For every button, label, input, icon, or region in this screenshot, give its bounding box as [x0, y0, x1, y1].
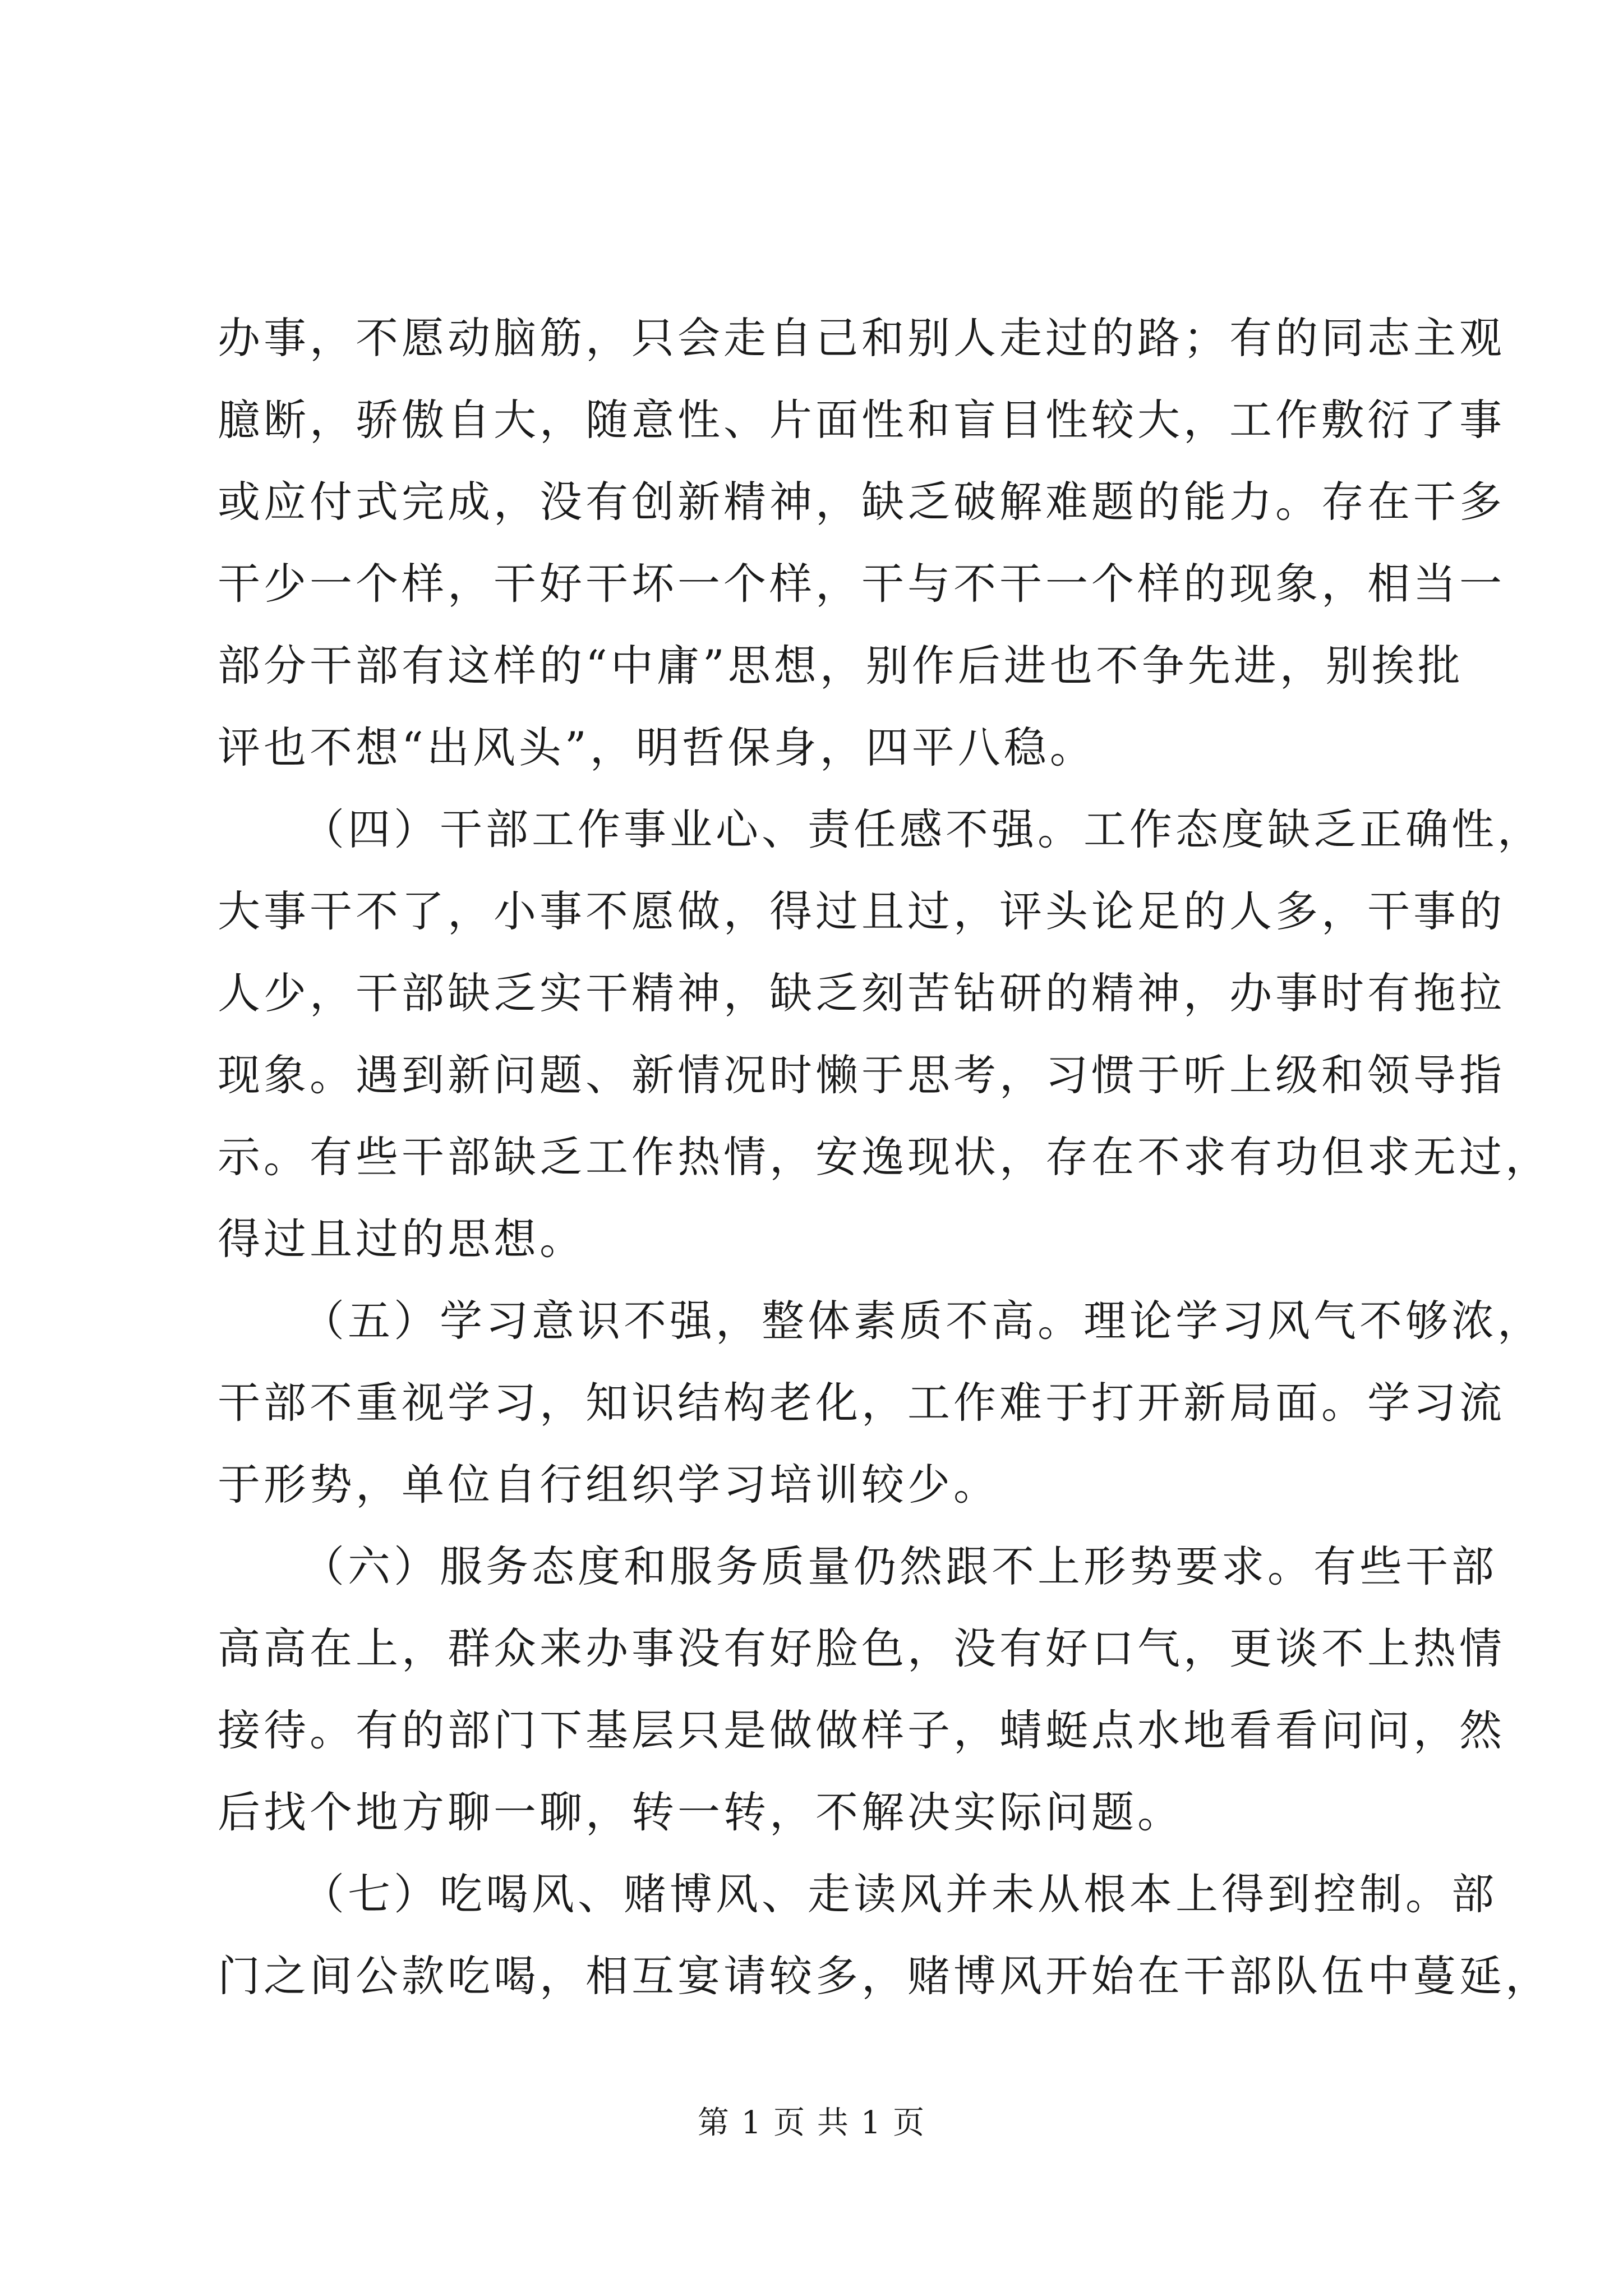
text-line: 评也不想“出风头”，明哲保身，四平八稳。 — [218, 723, 1096, 772]
text-line: 部分干部有这样的“中庸”思想，别作后进也不争先进，别挨批 — [218, 641, 1464, 691]
text-line: 高高在上，群众来办事没有好脸色，没有好口气，更谈不上热情 — [218, 1623, 1505, 1673]
paragraph-heading-line: （四）干部工作事业心、责任感不强。工作态度缺乏正确性， — [302, 804, 1543, 854]
page-footer: 第 1 页 共 1 页 — [697, 2105, 926, 2141]
paragraph-heading-line: （五）学习意识不强，整体素质不高。理论学习风气不够浓， — [302, 1296, 1543, 1346]
text-line: 人少，干部缺乏实干精神，缺乏刻苦钻研的精神，办事时有拖拉 — [218, 968, 1505, 1018]
text-line: 门之间公款吃喝，相互宴请较多，赌博风开始在干部队伍中蔓延， — [218, 1951, 1551, 2001]
paragraph-heading-line: （七）吃喝风、赌博风、走读风并未从根本上得到控制。部 — [302, 1869, 1497, 1919]
text-line: 得过且过的思想。 — [218, 1214, 585, 1264]
text-line: 办事，不愿动脑筋，只会走自己和别人走过的路；有的同志主观 — [218, 313, 1505, 363]
paragraph-heading-line: （六）服务态度和服务质量仍然跟不上形势要求。有些干部 — [302, 1542, 1497, 1591]
text-line: 示。有些干部缺乏工作热情，安逸现状，存在不求有功但求无过， — [218, 1132, 1551, 1182]
text-line: 臆断，骄傲自大，随意性、片面性和盲目性较大，工作敷衍了事 — [218, 395, 1505, 445]
text-line: 于形势，单位自行组织学习培训较少。 — [218, 1460, 999, 1510]
text-line: 大事干不了，小事不愿做，得过且过，评头论足的人多，干事的 — [218, 886, 1505, 936]
text-line: 现象。遇到新问题、新情况时懒于思考，习惯于听上级和领导指 — [218, 1050, 1505, 1100]
text-line: 干部不重视学习，知识结构老化，工作难于打开新局面。学习流 — [218, 1378, 1505, 1428]
document-body — [218, 297, 1551, 2017]
text-line: 或应付式完成，没有创新精神，缺乏破解难题的能力。存在干多 — [218, 477, 1505, 527]
text-line: 接待。有的部门下基层只是做做样子，蜻蜓点水地看看问问，然 — [218, 1705, 1505, 1755]
text-line: 后找个地方聊一聊，转一转，不解决实际问题。 — [218, 1787, 1183, 1837]
text-line: 干少一个样，干好干坏一个样，干与不干一个样的现象，相当一 — [218, 559, 1505, 609]
